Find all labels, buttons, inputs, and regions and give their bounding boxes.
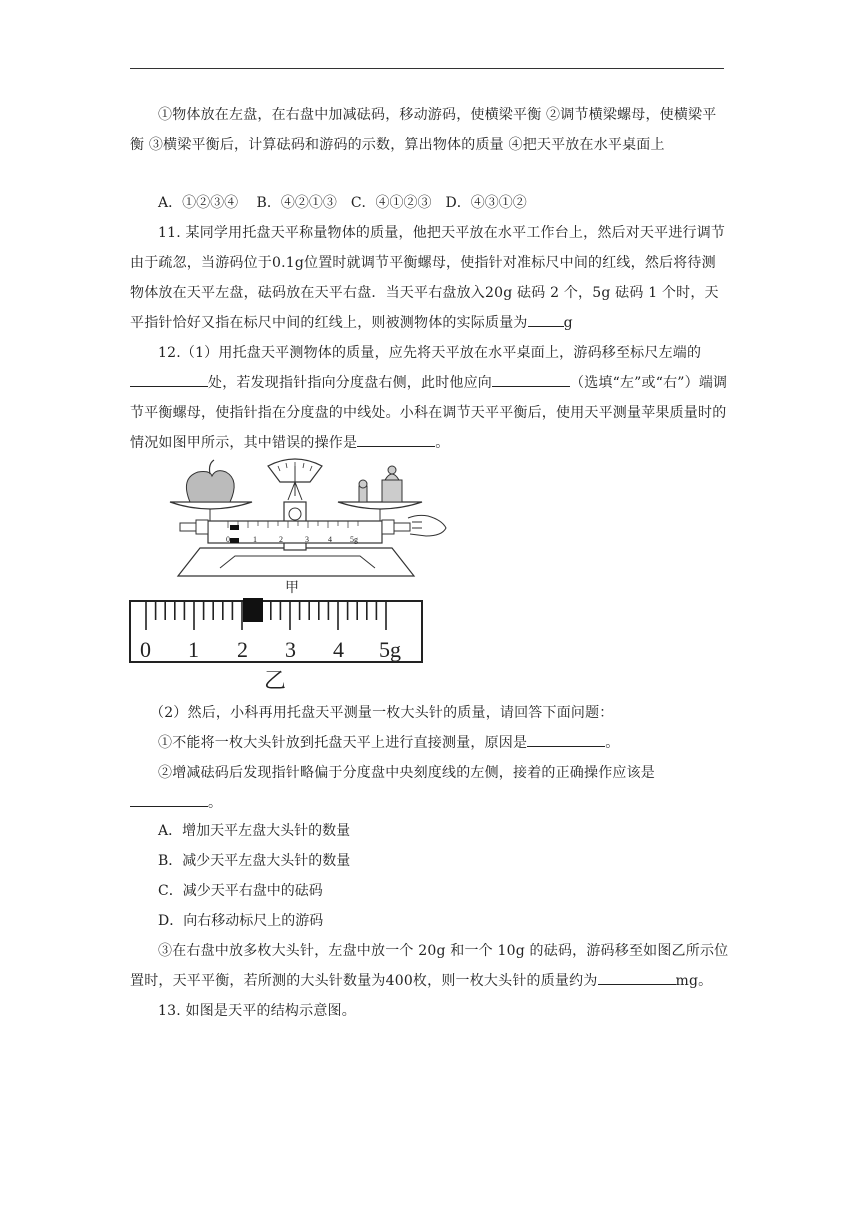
q12-part1-c: （选填“左”或“右”）端调节平衡螺母，使指针指在分度盘的中线处。小科在调节天平平衡后，使用天平测量苹果质量时的情况如图甲所示，其中错误的操作是: [130, 375, 728, 451]
yi-scale-label-5: 5g: [379, 637, 401, 662]
q10-options: A．①②③④ B．④②①③ C．④①②③ D．④③①②: [158, 195, 527, 211]
jia-scale-label-1: 1: [253, 535, 257, 544]
header-rule: [130, 68, 724, 69]
yi-scale-label-0: 0: [140, 637, 151, 662]
q12-choice-b: B．减少天平左盘大头针的数量: [158, 853, 351, 869]
q12-sub1-text: ①不能将一枚大头针放到托盘天平上进行直接测量，原因是: [158, 735, 528, 751]
q12-part1: [130, 338, 730, 458]
q12-choice-a: A．增加天平左盘大头针的数量: [158, 823, 351, 839]
jia-scale-label-3: 3: [305, 535, 309, 544]
figure-yi-label: 乙: [264, 669, 287, 694]
q12-sub2-end: 。: [208, 795, 223, 811]
q12-sub3: [130, 936, 730, 996]
q12-sub3-unit: mg。: [675, 973, 713, 989]
q11-unit: g: [563, 315, 573, 331]
jia-scale-label-2: 2: [279, 535, 283, 544]
q11-question: [130, 218, 730, 338]
q12-part1-a: 12.（1）用托盘天平测物体的质量，应先将天平放在水平桌面上，游码移至标尺左端的: [158, 345, 702, 361]
yi-scale-label-1: 1: [188, 637, 199, 662]
q12-choice-c: C．减少天平右盘中的砝码: [158, 883, 323, 899]
figure-jia-label: 甲: [285, 580, 299, 596]
figure-yi-scale: [128, 596, 426, 664]
q11-answer-blank[interactable]: [528, 312, 564, 327]
q12-sub1-blank[interactable]: [527, 732, 605, 747]
figure-jia-balance: [160, 456, 460, 582]
q12-sub3-text: ③在右盘中放多枚大头针，左盘中放一个 20g 和一个 10g 的砝码，游码移至如图乙所示位置时，天平平衡，若所测的大头针数量为400枚，则一枚大头针的质量约为: [130, 943, 729, 989]
jia-scale-label-5: 5g: [350, 535, 358, 544]
apple-icon: [186, 460, 234, 502]
q12-part1-end: 。: [435, 435, 450, 451]
q12-sub3-blank[interactable]: [598, 970, 676, 985]
weights-icon: [359, 466, 402, 502]
q12-sub2-text: ②增减砝码后发现指针略偏于分度盘中央刻度线的左侧，接着的正确操作应该是: [158, 765, 655, 781]
jia-scale-label-4: 4: [328, 535, 332, 544]
rider-marker: [243, 598, 263, 622]
q12-blank-1[interactable]: [130, 372, 208, 387]
yi-scale-label-2: 2: [237, 637, 248, 662]
q12-sub1: [130, 728, 730, 758]
q12-sub2: [130, 758, 730, 818]
q12-part1-b: 处，若发现指针指向分度盘右侧，此时他应向: [208, 375, 492, 391]
q12-choice-d: D．向右移动标尺上的游码: [158, 913, 324, 929]
q12-part2-intro: （2）然后，小科再用托盘天平测量一枚大头针的质量，请回答下面问题：: [150, 705, 614, 721]
q12-sub1-end: 。: [605, 735, 620, 751]
q11-text: 11. 某同学用托盘天平称量物体的质量，他把天平放在水平工作台上，然后对天平进行调节由于疏忽，当游码位于0.1g位置时就调节平衡螺母，使指针对准标尺中间的红线，然后将待测物体放在天平左盘，砝码放在天平右盘．当天平右盘放入20g 砝码 2 个，5g 砝码 1 个时，天平指针恰好又指在标尺中间的红线上，则被测物体的实际质量为: [130, 225, 726, 331]
q12-sub2-blank[interactable]: [130, 792, 208, 807]
hand-icon: [408, 515, 446, 536]
q10-steps: ①物体放在左盘，在右盘中加减砝码，移动游码，使横梁平衡 ②调节横梁螺母，使横梁平衡 ③横梁平衡后，计算砝码和游码的示数，算出物体的质量 ④把天平放在水平桌面上: [130, 107, 717, 153]
q12-blank-2[interactable]: [492, 372, 570, 387]
jia-scale-label-0: 0: [226, 535, 230, 544]
yi-scale-label-3: 3: [285, 637, 296, 662]
q13-question: 13. 如图是天平的结构示意图。: [158, 1003, 356, 1019]
yi-scale-label-4: 4: [333, 637, 344, 662]
q12-blank-3[interactable]: [357, 432, 435, 447]
